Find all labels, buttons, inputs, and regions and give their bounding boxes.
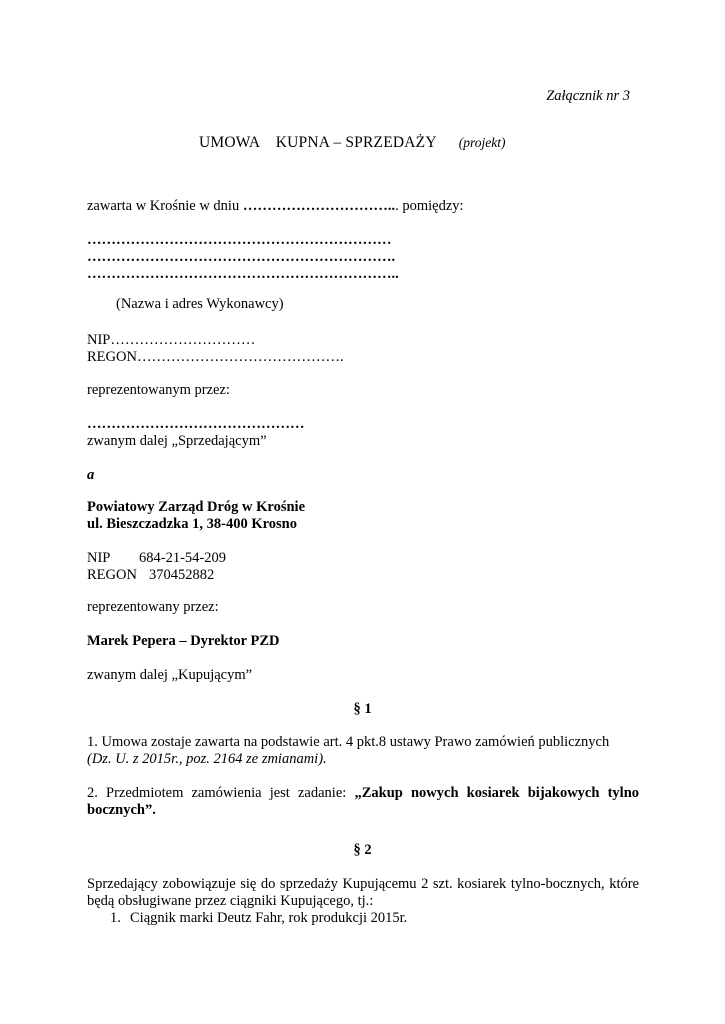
section-1-paragraph-1 [87, 734, 639, 768]
intro-prefix: zawarta w Krośnie w dniu [87, 198, 243, 214]
list-item-number: 1. [110, 910, 121, 926]
representative-dots: ……………………………………… [87, 416, 305, 432]
section-2-paragraph: Sprzedający zobowiązuje się do sprzedaży Kupującemu 2 szt. kosiarek tylno-bocznych, które będą obsługiwane przez ciągniki Kupującego, tj.: [87, 876, 639, 909]
contractor-regon: REGON……………………………………. [87, 349, 344, 365]
section-1-paragraph-2 [87, 785, 639, 819]
contractor-line: ……………………………………………………… [87, 232, 392, 248]
buyer-nip-label: NIP [87, 550, 111, 566]
document-title [199, 135, 505, 151]
intro-line [87, 198, 464, 214]
intro-dots: ………………………….. [242, 198, 396, 214]
buyer-regon [87, 567, 214, 583]
buyer-name: Powiatowy Zarząd Dróg w Krośnie [87, 499, 306, 515]
annex-label: Załącznik nr 3 [546, 88, 630, 104]
title-note: (projekt) [458, 135, 506, 150]
seller-alias: zwanym dalej „Sprzedającym” [87, 433, 267, 449]
buyer-regon-value: 370452882 [149, 567, 215, 583]
section-2-list-item [110, 910, 407, 926]
buyer-regon-label: REGON [87, 567, 137, 583]
section-1-p2-text: 2. Przedmiotem zamówienia jest zadanie: [87, 785, 355, 801]
buyer-nip [87, 550, 226, 566]
section-1-p1-reference: (Dz. U. z 2015r., poz. 2164 ze zmianami). [87, 751, 327, 767]
intro-suffix: . pomiędzy: [395, 198, 464, 214]
contractor-line: ……………………………………………………….. [87, 266, 399, 282]
section-1-p1-text: 1. Umowa zostaje zawarta na podstawie art. 4 pkt.8 ustawy Prawo zamówień publicznych [87, 734, 610, 750]
section-2-heading: § 2 [353, 842, 372, 858]
list-item-text: Ciągnik marki Deutz Fahr, rok produkcji 2015r. [130, 910, 408, 926]
buyer-representative: Marek Pepera – Dyrektor PZD [87, 633, 280, 649]
section-1-p2-subject: „Zakup nowych kosiarek bijakowych tylno bocznych”. [87, 785, 640, 818]
contractor-nip: NIP………………………… [87, 332, 256, 348]
represented-by-label: reprezentowanym przez: [87, 382, 230, 398]
buyer-address: ul. Bieszczadzka 1, 38-400 Krosno [87, 516, 297, 532]
buyer-alias: zwanym dalej „Kupującym” [87, 667, 253, 683]
contractor-caption: (Nazwa i adres Wykonawcy) [116, 296, 284, 312]
conjunction: a [87, 467, 95, 483]
buyer-represented-by: reprezentowany przez: [87, 599, 219, 615]
title-main: UMOWA KUPNA – SPRZEDAŻY [199, 134, 437, 151]
contractor-line: ………………………………………………………. [87, 249, 396, 265]
section-1-heading: § 1 [353, 701, 372, 717]
buyer-nip-value: 684-21-54-209 [139, 550, 226, 566]
